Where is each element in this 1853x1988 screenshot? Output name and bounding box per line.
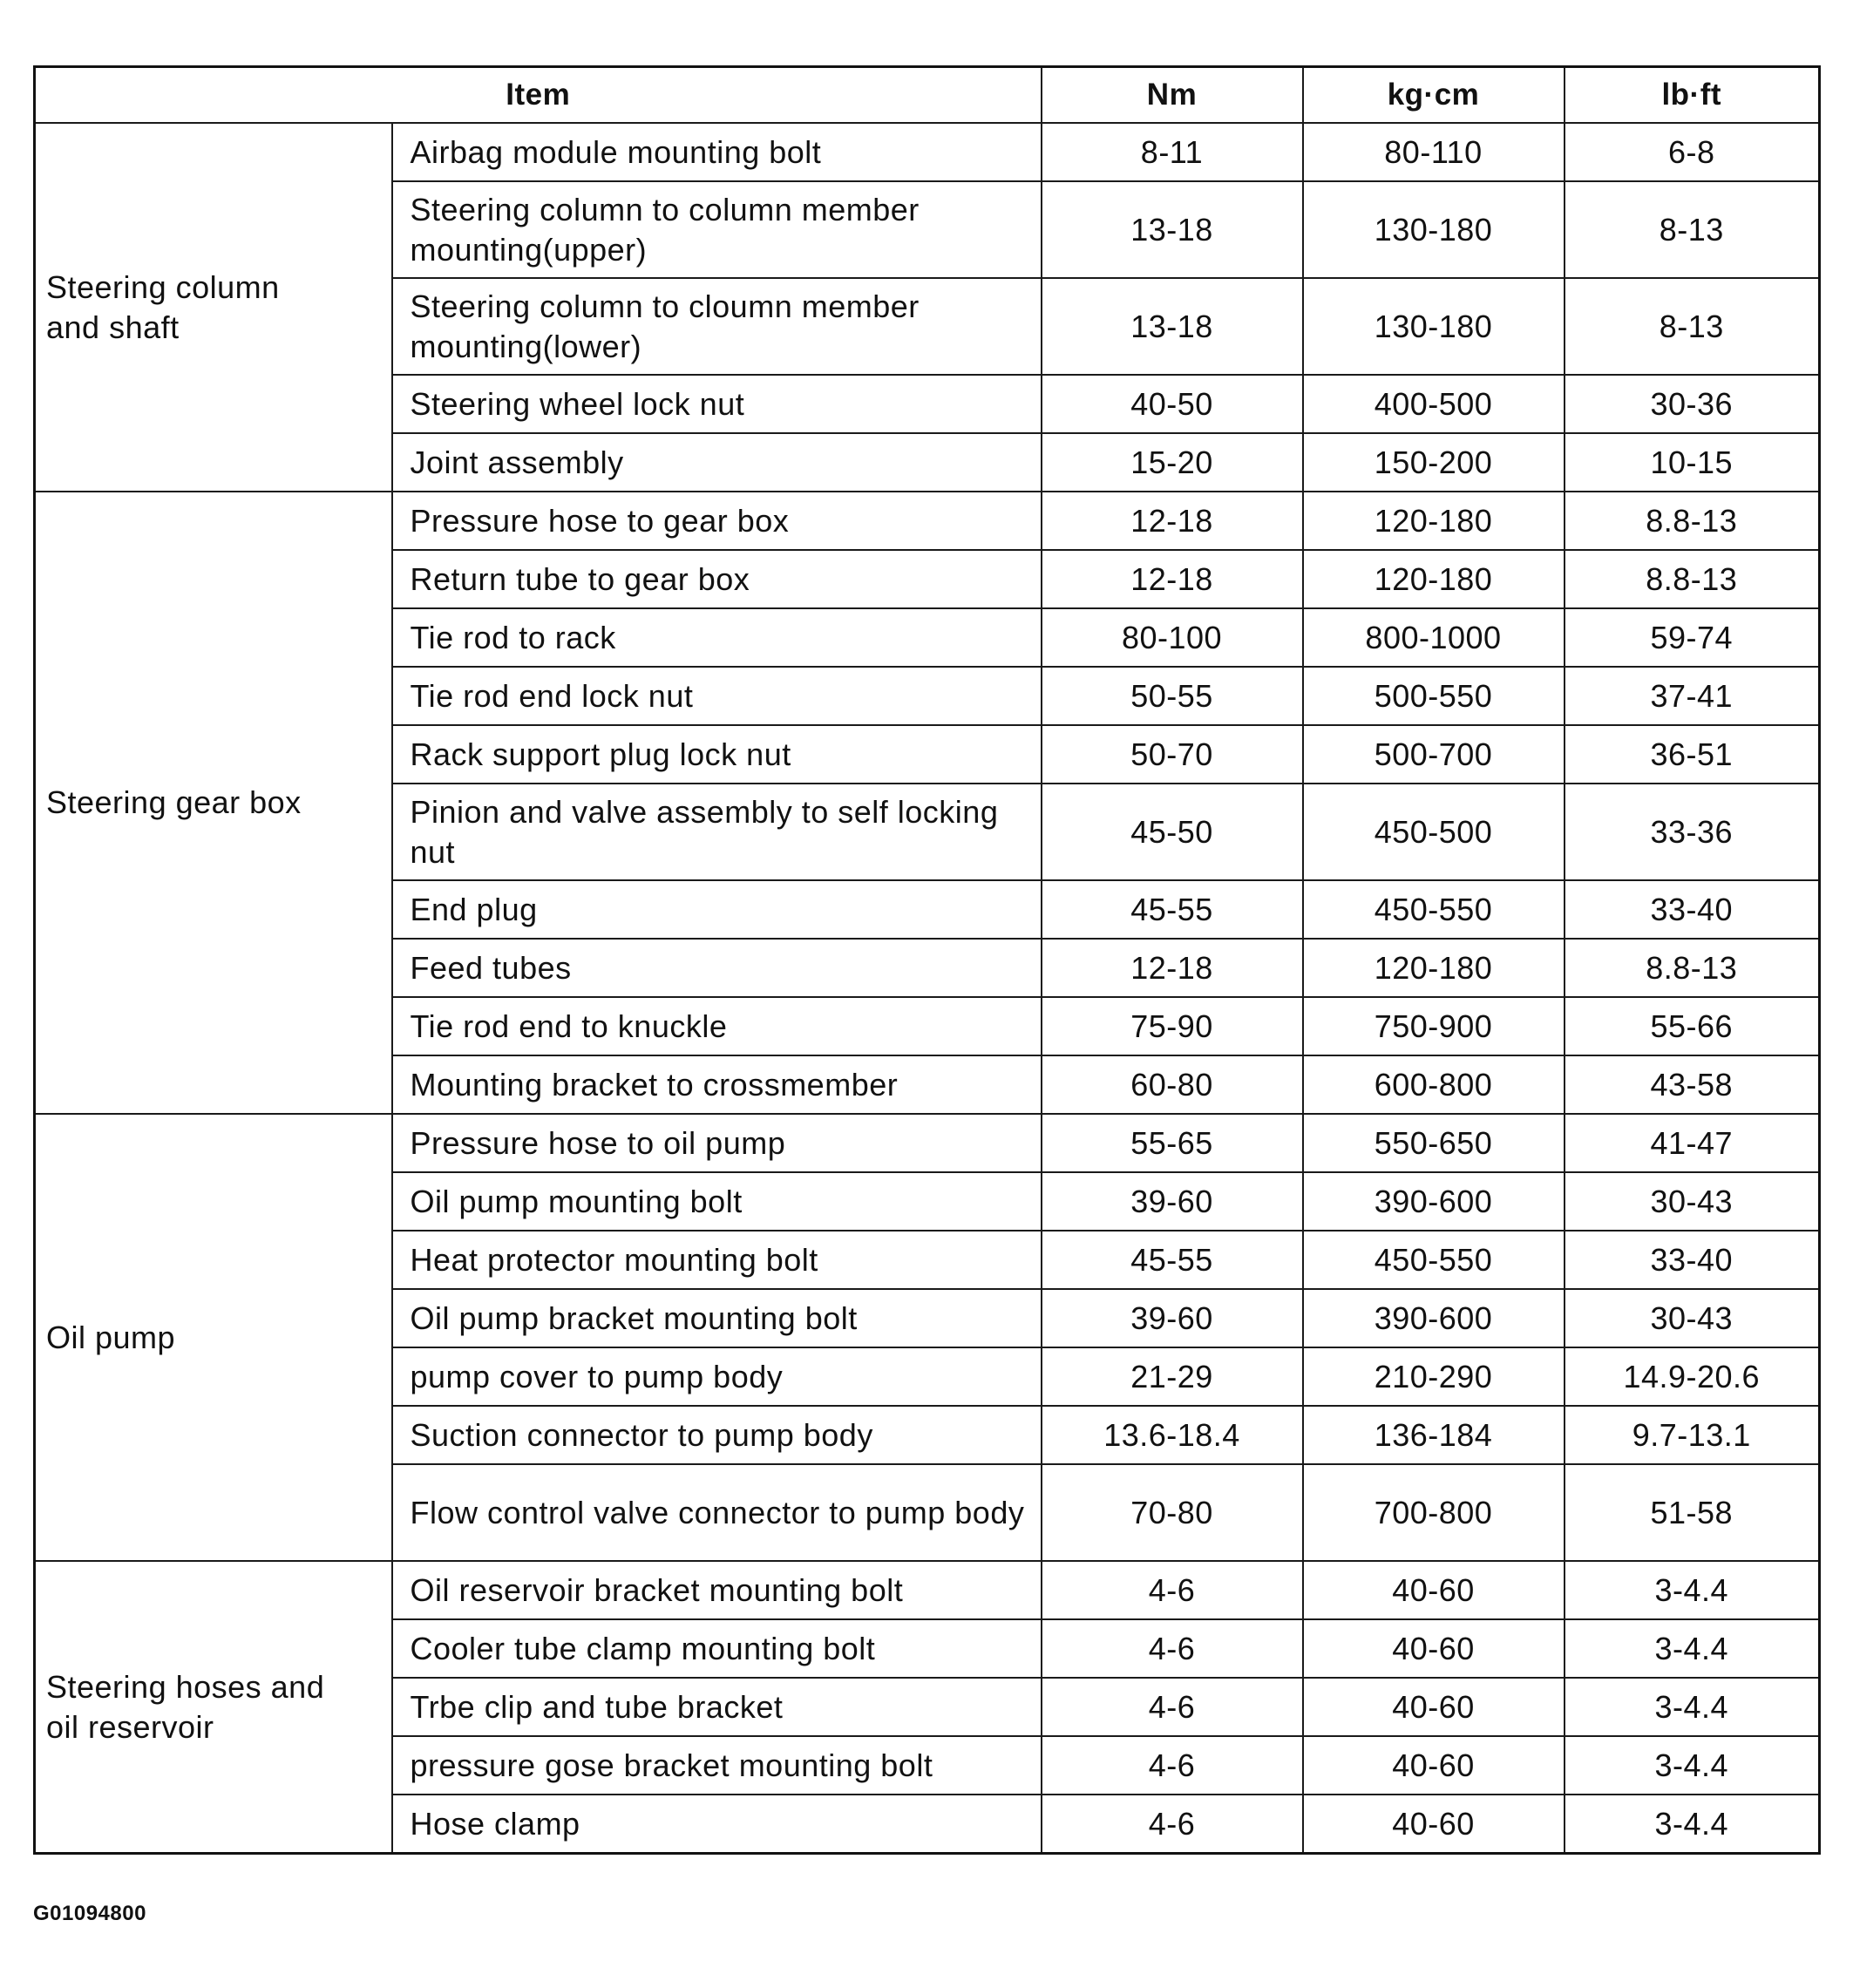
lbft-cell: 51-58	[1565, 1464, 1820, 1561]
group-label	[35, 492, 392, 1114]
item-cell: pressure gose bracket mounting bolt	[392, 1736, 1042, 1795]
item-cell: Airbag module mounting bolt	[392, 123, 1042, 181]
group-label	[35, 1114, 392, 1561]
item-cell: Steering column to column member mounting(upper)	[392, 181, 1042, 278]
nm-cell: 15-20	[1042, 433, 1303, 492]
header-kgcm: kg·cm	[1303, 67, 1565, 124]
lbft-cell: 3-4.4	[1565, 1678, 1820, 1736]
kgcm-cell: 120-180	[1303, 939, 1565, 997]
kgcm-cell: 130-180	[1303, 278, 1565, 375]
lbft-cell: 30-36	[1565, 375, 1820, 433]
lbft-cell: 9.7-13.1	[1565, 1406, 1820, 1464]
nm-cell: 4-6	[1042, 1795, 1303, 1854]
lbft-cell: 3-4.4	[1565, 1619, 1820, 1678]
item-cell: Pressure hose to oil pump	[392, 1114, 1042, 1172]
item-cell: Oil pump mounting bolt	[392, 1172, 1042, 1231]
lbft-cell: 3-4.4	[1565, 1795, 1820, 1854]
nm-cell: 45-55	[1042, 880, 1303, 939]
lbft-cell: 37-41	[1565, 667, 1820, 725]
table-row	[35, 123, 1820, 181]
kgcm-cell: 210-290	[1303, 1347, 1565, 1406]
table-header-row	[35, 67, 1820, 124]
lbft-cell: 30-43	[1565, 1289, 1820, 1347]
lbft-cell: 33-40	[1565, 1231, 1820, 1289]
lbft-cell: 6-8	[1565, 123, 1820, 181]
kgcm-cell: 40-60	[1303, 1736, 1565, 1795]
nm-cell: 39-60	[1042, 1289, 1303, 1347]
kgcm-cell: 500-700	[1303, 725, 1565, 784]
nm-cell: 50-55	[1042, 667, 1303, 725]
item-cell: Suction connector to pump body	[392, 1406, 1042, 1464]
lbft-cell: 55-66	[1565, 997, 1820, 1055]
lbft-cell: 8-13	[1565, 278, 1820, 375]
item-cell: Pinion and valve assembly to self locking nut	[392, 784, 1042, 880]
kgcm-cell: 400-500	[1303, 375, 1565, 433]
nm-cell: 55-65	[1042, 1114, 1303, 1172]
nm-cell: 13-18	[1042, 278, 1303, 375]
item-cell: Steering column to cloumn member mounting(lower)	[392, 278, 1042, 375]
kgcm-cell: 80-110	[1303, 123, 1565, 181]
nm-cell: 75-90	[1042, 997, 1303, 1055]
nm-cell: 80-100	[1042, 608, 1303, 667]
kgcm-cell: 800-1000	[1303, 608, 1565, 667]
item-cell: Tie rod end lock nut	[392, 667, 1042, 725]
kgcm-cell: 130-180	[1303, 181, 1565, 278]
lbft-cell: 8-13	[1565, 181, 1820, 278]
item-cell: Rack support plug lock nut	[392, 725, 1042, 784]
lbft-cell: 33-36	[1565, 784, 1820, 880]
lbft-cell: 10-15	[1565, 433, 1820, 492]
kgcm-cell: 600-800	[1303, 1055, 1565, 1114]
table-body	[35, 123, 1820, 1854]
nm-cell: 4-6	[1042, 1678, 1303, 1736]
kgcm-cell: 390-600	[1303, 1172, 1565, 1231]
nm-cell: 21-29	[1042, 1347, 1303, 1406]
item-cell: Cooler tube clamp mounting bolt	[392, 1619, 1042, 1678]
lbft-cell: 8.8-13	[1565, 939, 1820, 997]
kgcm-cell: 120-180	[1303, 550, 1565, 608]
nm-cell: 50-70	[1042, 725, 1303, 784]
item-cell: Tie rod end to knuckle	[392, 997, 1042, 1055]
table-row	[35, 1114, 1820, 1172]
group-label	[35, 1561, 392, 1854]
nm-cell: 60-80	[1042, 1055, 1303, 1114]
item-cell: Heat protector mounting bolt	[392, 1231, 1042, 1289]
kgcm-cell: 700-800	[1303, 1464, 1565, 1561]
lbft-cell: 30-43	[1565, 1172, 1820, 1231]
item-cell: Oil reservoir bracket mounting bolt	[392, 1561, 1042, 1619]
nm-cell: 12-18	[1042, 939, 1303, 997]
item-cell: Oil pump bracket mounting bolt	[392, 1289, 1042, 1347]
item-cell: Flow control valve connector to pump body	[392, 1464, 1042, 1561]
group-label	[35, 123, 392, 492]
nm-cell: 12-18	[1042, 492, 1303, 550]
group-label-text: Steering column and shaft	[46, 268, 280, 345]
torque-spec-table	[33, 65, 1821, 1855]
kgcm-cell: 150-200	[1303, 433, 1565, 492]
item-cell: pump cover to pump body	[392, 1347, 1042, 1406]
header-lbft: lb·ft	[1565, 67, 1820, 124]
nm-cell: 8-11	[1042, 123, 1303, 181]
nm-cell: 12-18	[1042, 550, 1303, 608]
kgcm-cell: 40-60	[1303, 1561, 1565, 1619]
nm-cell: 13-18	[1042, 181, 1303, 278]
kgcm-cell: 750-900	[1303, 997, 1565, 1055]
table-row	[35, 1561, 1820, 1619]
nm-cell: 45-55	[1042, 1231, 1303, 1289]
lbft-cell: 14.9-20.6	[1565, 1347, 1820, 1406]
kgcm-cell: 136-184	[1303, 1406, 1565, 1464]
lbft-cell: 36-51	[1565, 725, 1820, 784]
item-cell: Tie rod to rack	[392, 608, 1042, 667]
nm-cell: 13.6-18.4	[1042, 1406, 1303, 1464]
item-cell: End plug	[392, 880, 1042, 939]
kgcm-cell: 390-600	[1303, 1289, 1565, 1347]
item-cell: Hose clamp	[392, 1795, 1042, 1854]
lbft-cell: 3-4.4	[1565, 1561, 1820, 1619]
kgcm-cell: 500-550	[1303, 667, 1565, 725]
item-cell: Return tube to gear box	[392, 550, 1042, 608]
kgcm-cell: 40-60	[1303, 1795, 1565, 1854]
item-cell: Pressure hose to gear box	[392, 492, 1042, 550]
table-row	[35, 492, 1820, 550]
nm-cell: 39-60	[1042, 1172, 1303, 1231]
kgcm-cell: 450-550	[1303, 880, 1565, 939]
kgcm-cell: 40-60	[1303, 1619, 1565, 1678]
nm-cell: 4-6	[1042, 1619, 1303, 1678]
lbft-cell: 8.8-13	[1565, 492, 1820, 550]
kgcm-cell: 40-60	[1303, 1678, 1565, 1736]
torque-spec-sheet	[33, 65, 1818, 1855]
lbft-cell: 43-58	[1565, 1055, 1820, 1114]
kgcm-cell: 120-180	[1303, 492, 1565, 550]
group-label-text: Steering gear box	[46, 784, 302, 820]
nm-cell: 4-6	[1042, 1561, 1303, 1619]
group-label-text: Steering hoses and oil reservoir	[46, 1668, 325, 1745]
nm-cell: 70-80	[1042, 1464, 1303, 1561]
kgcm-cell: 450-500	[1303, 784, 1565, 880]
item-cell: Joint assembly	[392, 433, 1042, 492]
lbft-cell: 41-47	[1565, 1114, 1820, 1172]
header-item: Item	[35, 67, 1042, 124]
item-cell: Steering wheel lock nut	[392, 375, 1042, 433]
kgcm-cell: 450-550	[1303, 1231, 1565, 1289]
nm-cell: 4-6	[1042, 1736, 1303, 1795]
item-cell: Mounting bracket to crossmember	[392, 1055, 1042, 1114]
lbft-cell: 8.8-13	[1565, 550, 1820, 608]
nm-cell: 40-50	[1042, 375, 1303, 433]
figure-code: G01094800	[33, 1902, 146, 1925]
lbft-cell: 3-4.4	[1565, 1736, 1820, 1795]
lbft-cell: 59-74	[1565, 608, 1820, 667]
item-cell: Feed tubes	[392, 939, 1042, 997]
item-cell: Trbe clip and tube bracket	[392, 1678, 1042, 1736]
header-nm: Nm	[1042, 67, 1303, 124]
lbft-cell: 33-40	[1565, 880, 1820, 939]
kgcm-cell: 550-650	[1303, 1114, 1565, 1172]
nm-cell: 45-50	[1042, 784, 1303, 880]
group-label-text: Oil pump	[46, 1319, 176, 1355]
